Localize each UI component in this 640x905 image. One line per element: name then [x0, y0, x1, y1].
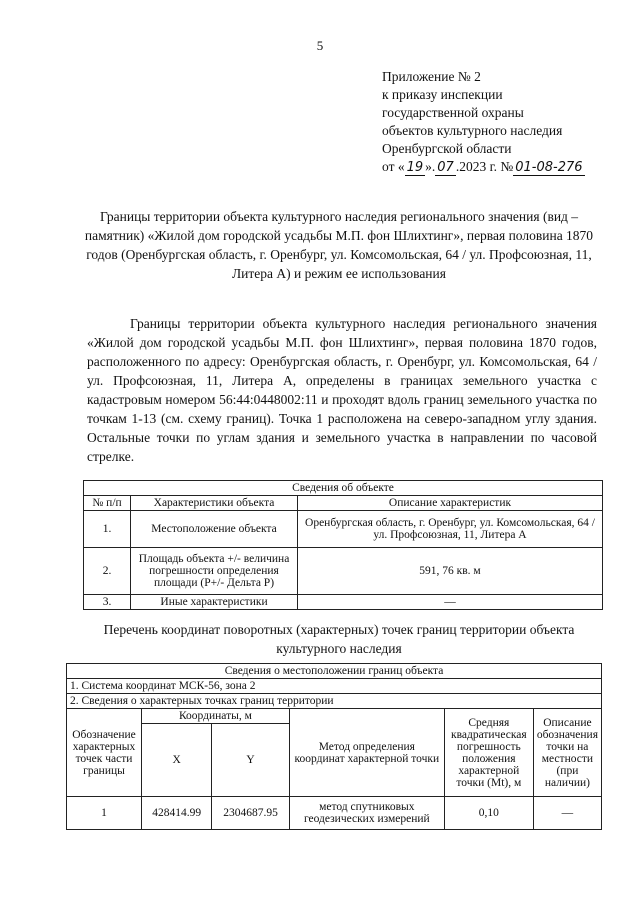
table-cell: 1: [67, 797, 142, 830]
table-cell: 3.: [84, 595, 131, 610]
table-cell: Местоположение объекта: [131, 511, 298, 548]
date-day: 19: [406, 160, 424, 175]
column-header: Описание характеристик: [298, 496, 603, 511]
appendix-line: государственной охраны: [382, 105, 524, 120]
document-title: Границы территории объекта культурного наследия регионального значения (вид – памятник) «Жилой дом городской усадьбы М.П. фон Шлихтинг», первая половина 1870 годов (Оренбургская область, г. Оренбург, ул. Комсомольская, 64 / ул. Профсоюзная, 11, Литера А) и режим ее использования: [84, 209, 594, 281]
appendix-line: Оренбургской области: [382, 141, 512, 156]
column-header: Обозначение характерных точек части границы: [67, 709, 142, 797]
description-paragraph: [87, 314, 597, 466]
table-cell: 2.: [84, 548, 131, 595]
table-row: [84, 511, 603, 548]
table-cell: —: [533, 797, 601, 830]
table-cell: Площадь объекта +/- величина погрешности определения площади (Р+/- Дельта Р): [131, 548, 298, 595]
page-number: 5: [316, 38, 324, 53]
table-cell: 591, 76 кв. м: [298, 548, 603, 595]
table-caption: Сведения о местоположении границ объекта: [67, 664, 602, 679]
appendix-date-line: [382, 158, 585, 177]
date-month: 07: [437, 160, 454, 175]
table-cell: 0,10: [444, 797, 533, 830]
points-caption: 2. Сведения о характерных точках границ территории: [67, 694, 602, 709]
column-header: Метод определения координат характерной точки: [289, 709, 444, 797]
table-caption: Сведения об объекте: [84, 481, 603, 496]
paragraph-text: Границы территории объекта культурного наследия регионального значения «Жилой дом городской усадьбы М.П. фон Шлихтинг», первая половина 1870 годов, расположенного по адресу: Оренбургская область, г. Оренбург, ул. Комсомольская, 64 / ул. Профсоюзная, 11, Литера А, определены в границах земельного участка с кадастровым номером 56:44:0448002:11 и проходят вдоль границ земельного участка по точкам 1-13 (см. схему границ). Точка 1 расположена на северо-западном углу здания. Остальные точки по углам здания и земельного участка в направлении по часовой стрелке.: [87, 316, 597, 464]
table-row: [84, 548, 603, 595]
appendix-line: к приказу инспекции: [382, 87, 503, 102]
column-header: № п/п: [84, 496, 131, 511]
appendix-block: [382, 68, 585, 177]
date-sep: ».: [425, 159, 436, 174]
column-header: Средняя квадратическая погрешность положения характерной точки (Mt), м: [444, 709, 533, 797]
table-row: [67, 797, 602, 830]
date-prefix: от «: [382, 159, 405, 174]
column-header: X: [142, 724, 212, 797]
appendix-line: Приложение № 2: [382, 69, 481, 84]
coordinates-title: Перечень координат поворотных (характерных) точек границ территории объекта культурного наследия: [103, 622, 575, 656]
table-cell: Иные характеристики: [131, 595, 298, 610]
table-cell: метод спутниковых геодезических измерений: [289, 797, 444, 830]
date-year: .2023 г. №: [455, 159, 514, 174]
column-header: Y: [212, 724, 290, 797]
column-header: Координаты, м: [142, 709, 290, 724]
appendix-line: объектов культурного наследия: [382, 123, 563, 138]
object-info-table: [83, 480, 603, 610]
order-number: 01-08-276: [515, 160, 583, 175]
coordinates-table: [66, 663, 602, 830]
table-row: [84, 595, 603, 610]
table-cell: —: [298, 595, 603, 610]
table-cell: 2304687.95: [212, 797, 290, 830]
column-header: Описание обозначения точки на местности (при наличии): [533, 709, 601, 797]
table-cell: 428414.99: [142, 797, 212, 830]
table-cell: Оренбургская область, г. Оренбург, ул. Комсомольская, 64 / ул. Профсоюзная, 11, Литера А: [298, 511, 603, 548]
coordinate-system: 1. Система координат МСК-56, зона 2: [67, 679, 602, 694]
column-header: Характеристики объекта: [131, 496, 298, 511]
table-cell: 1.: [84, 511, 131, 548]
